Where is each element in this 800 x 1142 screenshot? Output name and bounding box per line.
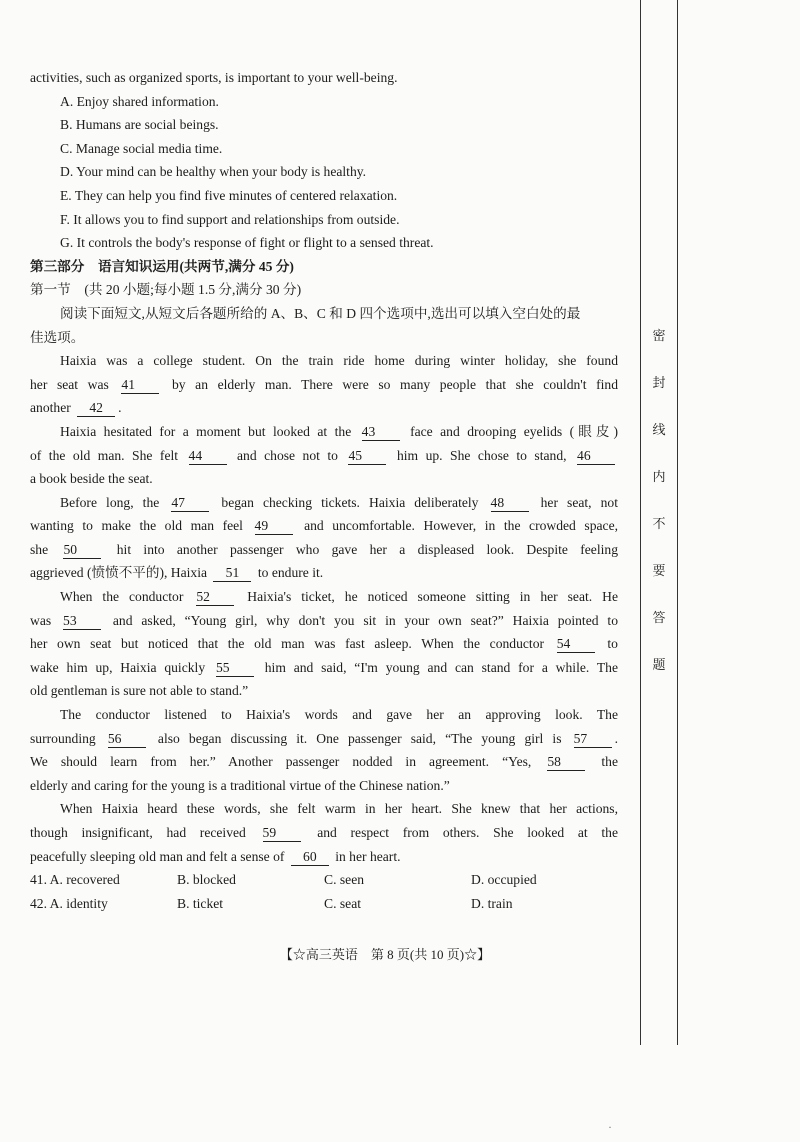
passage-line — [30, 656, 618, 680]
answer-choices — [30, 868, 618, 915]
seal-char: 答 — [652, 610, 666, 625]
passage-text: and uncomfortable. However, in the crowded space, — [295, 518, 618, 534]
passage-text: and respect from others. She looked at the — [303, 825, 618, 840]
blank-60: 60 — [291, 848, 329, 866]
option-list — [30, 90, 618, 255]
passage-text: in her heart. — [331, 848, 401, 864]
passage-line — [30, 585, 618, 609]
seal-char: 要 — [652, 563, 666, 578]
seal-char: 不 — [652, 516, 666, 531]
choice-option: 41. A. recovered — [30, 872, 120, 888]
blank-41: 41 — [121, 376, 159, 394]
passage-line — [30, 491, 618, 515]
blank-59: 59 — [263, 824, 301, 842]
corner-mark: · — [608, 1120, 612, 1134]
continuation-line: activities, such as organized sports, is important to your well-being. — [30, 70, 398, 85]
option-item: E. They can help you find five minutes of centered relaxation. — [60, 187, 398, 203]
passage-line — [30, 514, 618, 538]
page-content — [30, 66, 618, 915]
blank-44: 44 — [189, 447, 227, 465]
seal-char: 线 — [652, 422, 666, 437]
passage-line — [30, 750, 618, 774]
passage-text: him and said, “I'm young and can stand for a while. The — [256, 659, 618, 675]
passage-line — [30, 727, 618, 751]
passage-text: to endure it. — [254, 565, 324, 581]
passage-line — [30, 845, 618, 869]
blank-47: 47 — [171, 494, 209, 512]
passage-text: her seat, not — [531, 494, 618, 510]
passage-text: When the conductor — [60, 589, 194, 605]
passage-text: Haixia hesitated for a moment but looked at the — [60, 423, 359, 439]
passage-text: face and drooping eyelids (眼皮) — [402, 423, 618, 439]
passage-text: When Haixia heard these words, she felt warm in her heart. She knew that her actions, — [60, 801, 618, 817]
passage-text: was — [30, 612, 61, 628]
passage-text: old gentleman is sure not able to stand.” — [30, 683, 249, 699]
choice-row — [30, 892, 618, 916]
seal-line-right — [677, 0, 678, 1045]
section-subtitle: 第一节 (共 20 小题;每小题 1.5 分,满分 30 分) — [30, 282, 302, 298]
passage-text: wanting to make the old man feel — [30, 518, 252, 534]
passage-text: Before long, the — [60, 494, 169, 510]
passage-line — [30, 538, 618, 562]
passage-text: began checking tickets. Haixia deliberately — [212, 494, 488, 510]
seal-notice — [650, 328, 668, 704]
page-footer: 【☆高三英语 第 8 页(共 10 页)☆】 — [279, 947, 491, 962]
blank-48: 48 — [491, 494, 529, 512]
option-item: C. Manage social media time. — [60, 140, 223, 156]
blank-43: 43 — [362, 423, 400, 441]
option-item: A. Enjoy shared information. — [60, 93, 219, 109]
seal-char: 内 — [652, 469, 666, 484]
option-item: B. Humans are social beings. — [60, 117, 219, 133]
choice-option: 42. A. identity — [30, 895, 108, 911]
blank-52: 52 — [196, 588, 234, 606]
blank-46: 46 — [577, 447, 615, 465]
passage-text: and asked, “Young girl, why don't you sit in your own seat?” Haixia pointed to — [104, 612, 618, 628]
passage-text: to — [597, 636, 618, 652]
seal-char: 密 — [652, 328, 666, 343]
blank-54: 54 — [557, 635, 595, 653]
choice-option: D. occupied — [471, 872, 537, 888]
instructions-line-2: 佳选项。 — [30, 329, 85, 345]
passage-text: though insignificant, had received — [30, 825, 260, 840]
blank-57: 57 — [574, 730, 612, 748]
instructions-line-1: 阅读下面短文,从短文后各题所给的 A、B、C 和 D 四个选项中,选出可以填入空白处的最 — [60, 305, 581, 321]
passage-line — [30, 679, 618, 703]
blank-53: 53 — [63, 612, 101, 630]
option-item: F. It allows you to find support and relationships from outside. — [60, 211, 400, 227]
passage-text: her seat was — [30, 376, 119, 392]
passage-line — [30, 373, 618, 397]
passage-text: also began discussing it. One passenger said, “The young girl is — [148, 730, 571, 746]
seal-line-left — [640, 0, 641, 1045]
previous-passage-continuation — [30, 66, 618, 90]
passage-line — [30, 632, 618, 656]
passage-text: a book beside the seat. — [30, 471, 153, 487]
blank-42: 42 — [77, 399, 115, 417]
option-item: G. It controls the body's response of fight or flight to a sensed threat. — [60, 235, 434, 251]
blank-50: 50 — [63, 541, 101, 559]
option-item: D. Your mind can be healthy when your body is healthy. — [60, 164, 367, 180]
passage-text: peacefully sleeping old man and felt a sense of — [30, 848, 288, 864]
choice-option: C. seat — [324, 895, 361, 911]
choice-option: D. train — [471, 895, 513, 911]
passage-text: wake him up, Haixia quickly — [30, 659, 213, 675]
passage-line — [30, 561, 618, 585]
passage-line — [30, 797, 618, 821]
passage-text: another — [30, 400, 75, 416]
passage-line — [30, 609, 618, 633]
choice-option: B. blocked — [177, 872, 236, 888]
cloze-passage — [30, 349, 618, 868]
passage-text: and chose not to — [229, 447, 346, 463]
passage-text: her own seat but noticed that the old man was fast asleep. When the conductor — [30, 636, 554, 652]
blank-55: 55 — [216, 659, 254, 677]
blank-51: 51 — [213, 564, 251, 582]
blank-45: 45 — [348, 447, 386, 465]
passage-text: Haixia's ticket, he noticed someone sitting in her seat. He — [237, 589, 618, 605]
passage-text: We should learn from her.” Another passenger nodded in agreement. “Yes, — [30, 754, 545, 770]
passage-line — [30, 774, 618, 798]
passage-text: Haixia was a college student. On the train ride home during winter holiday, she found — [60, 353, 618, 369]
section-title: 第三部分 语言知识运用(共两节,满分 45 分) — [30, 258, 294, 274]
passage-line — [30, 420, 618, 444]
choice-option: C. seen — [324, 872, 365, 888]
seal-char: 题 — [652, 657, 666, 672]
passage-line — [30, 703, 618, 727]
passage-text: aggrieved (愤愤不平的), Haixia — [30, 565, 211, 581]
blank-49: 49 — [255, 517, 293, 535]
passage-line — [30, 396, 618, 420]
passage-text: surrounding — [30, 730, 105, 746]
passage-text: The conductor listened to Haixia's words and gave her an approving look. The — [60, 707, 618, 723]
seal-char: 封 — [652, 375, 666, 390]
passage-text: him up. She chose to stand, — [389, 447, 575, 463]
passage-text: the — [588, 754, 618, 770]
blank-58: 58 — [547, 753, 585, 771]
passage-text: . — [614, 730, 618, 746]
passage-text: hit into another passenger who gave her a displeased look. Despite feeling — [104, 541, 618, 557]
passage-text: of the old man. She felt — [30, 447, 186, 463]
passage-text: elderly and caring for the young is a traditional virtue of the Chinese nation.” — [30, 777, 450, 793]
blank-56: 56 — [108, 730, 146, 748]
passage-text: . — [118, 400, 122, 416]
choice-row — [30, 868, 618, 892]
passage-line — [30, 467, 618, 491]
passage-text: by an elderly man. There were so many people that she couldn't find — [162, 376, 618, 392]
passage-line — [30, 349, 618, 373]
passage-line — [30, 821, 618, 845]
passage-line — [30, 444, 618, 468]
choice-option: B. ticket — [177, 895, 224, 911]
passage-text: she — [30, 541, 61, 557]
